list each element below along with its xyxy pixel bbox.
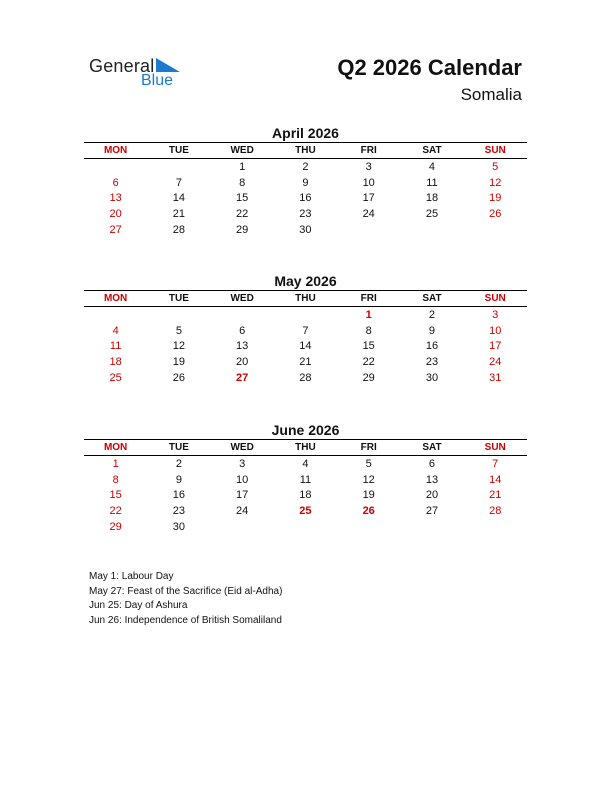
day-cell: 20 [109, 208, 122, 221]
holiday-item: May 27: Feast of the Sacrifice (Eid al-Adha) [89, 585, 283, 597]
day-cell: 23 [299, 208, 312, 221]
day-cell: 7 [175, 176, 182, 189]
day-cell: 30 [299, 224, 312, 237]
weekday-header: TUE [168, 145, 189, 156]
weekday-header: WED [230, 293, 254, 304]
day-cell: 4 [428, 160, 436, 173]
day-cell: 17 [236, 489, 249, 502]
day-cell: 13 [236, 340, 249, 353]
weekday-header: WED [230, 145, 254, 156]
day-cell: 4 [302, 457, 309, 470]
day-cell: 6 [428, 457, 436, 470]
day-cell: 18 [425, 192, 439, 205]
weekday-header: SAT [422, 442, 442, 453]
logo-text-blue: Blue [141, 72, 174, 89]
day-cell: 22 [362, 356, 375, 369]
logo-flag-icon [156, 58, 180, 72]
week-row [84, 339, 527, 355]
weekday-header: SUN [484, 442, 506, 453]
day-cell: 21 [489, 489, 502, 502]
week-row [84, 519, 527, 535]
day-cell: 19 [489, 192, 502, 205]
weekday-header: SAT [422, 293, 442, 304]
day-cell: 11 [299, 473, 312, 486]
day-cell: 27 [425, 505, 439, 518]
weekday-header: THU [295, 145, 316, 156]
day-cell: 16 [299, 192, 312, 205]
day-cell: 18 [299, 489, 312, 502]
day-cell: 5 [492, 160, 499, 173]
day-cell: 20 [425, 489, 439, 502]
weekday-header-row [84, 142, 527, 159]
day-cell: 25 [425, 208, 439, 221]
day-cell: 22 [236, 208, 249, 221]
week-row [84, 222, 527, 238]
day-cell: 15 [236, 192, 249, 205]
weekday-header: SUN [484, 145, 506, 156]
day-cell: 13 [109, 192, 122, 205]
day-cell: 26 [362, 505, 375, 518]
day-cell: 21 [172, 208, 186, 221]
day-cell: 12 [172, 340, 186, 353]
day-cell: 10 [236, 473, 249, 486]
week-row [84, 456, 527, 472]
weekday-header: FRI [360, 145, 377, 156]
day-cell: 19 [362, 489, 375, 502]
day-cell: 17 [489, 340, 502, 353]
day-cell: 21 [299, 356, 312, 369]
week-row [84, 175, 527, 191]
month-title: May 2026 [274, 273, 337, 289]
day-cell: 2 [302, 160, 309, 173]
day-cell: 2 [428, 308, 436, 321]
day-cell: 17 [362, 192, 375, 205]
day-cell: 25 [109, 372, 122, 385]
weekday-header-row [84, 290, 527, 307]
weekday-header: THU [295, 442, 316, 453]
day-cell: 31 [489, 372, 502, 385]
day-cell: 13 [425, 473, 439, 486]
holiday-item: Jun 25: Day of Ashura [89, 600, 188, 611]
day-cell: 26 [172, 372, 186, 385]
day-cell: 24 [489, 356, 502, 369]
day-cell: 18 [109, 356, 122, 369]
day-cell: 27 [109, 224, 122, 237]
day-cell: 12 [489, 176, 502, 189]
day-cell: 11 [109, 340, 122, 353]
day-cell: 14 [172, 192, 186, 205]
holiday-item: Jun 26: Independence of British Somaliland [89, 614, 282, 626]
weekday-header: THU [295, 293, 316, 304]
logo-text-general: General [89, 56, 155, 76]
weekday-header-row [84, 439, 527, 456]
day-cell: 30 [172, 521, 186, 534]
month-title: April 2026 [272, 125, 339, 141]
day-cell: 28 [172, 224, 186, 237]
day-cell: 4 [112, 324, 119, 337]
country-name: Somalia [460, 85, 522, 104]
day-cell: 16 [425, 340, 439, 353]
day-cell: 3 [492, 308, 499, 321]
weekday-header: SAT [422, 145, 442, 156]
day-cell: 12 [362, 473, 375, 486]
day-cell: 9 [175, 473, 182, 486]
day-cell: 19 [172, 356, 186, 369]
day-cell: 24 [362, 208, 375, 221]
day-cell: 1 [365, 308, 372, 321]
day-cell: 14 [299, 340, 312, 353]
weekday-header: WED [230, 442, 254, 453]
day-cell: 3 [365, 160, 372, 173]
day-cell: 1 [112, 457, 119, 470]
day-cell: 9 [428, 324, 436, 337]
holiday-list [89, 570, 282, 628]
day-cell: 26 [489, 208, 502, 221]
day-cell: 9 [302, 176, 309, 189]
week-row [84, 503, 527, 519]
day-cell: 2 [175, 457, 182, 470]
day-cell: 15 [362, 340, 375, 353]
day-cell: 25 [299, 505, 312, 518]
day-cell: 1 [239, 160, 246, 173]
day-cell: 24 [236, 505, 249, 518]
week-row [84, 307, 527, 323]
day-cell: 15 [109, 489, 122, 502]
calendar-title: Q2 2026 Calendar [337, 55, 522, 80]
day-cell: 29 [362, 372, 375, 385]
day-cell: 8 [239, 176, 246, 189]
weekday-header: MON [103, 293, 128, 304]
week-row [84, 472, 527, 488]
day-cell: 29 [109, 521, 122, 534]
month-block-may [84, 272, 527, 386]
day-cell: 14 [489, 473, 502, 486]
day-cell: 30 [425, 372, 439, 385]
weekday-header: MON [103, 145, 128, 156]
week-row [84, 323, 527, 339]
day-cell: 23 [172, 505, 186, 518]
day-cell: 28 [299, 372, 312, 385]
week-row [84, 488, 527, 504]
month-title: June 2026 [271, 422, 340, 438]
day-cell: 20 [236, 356, 249, 369]
day-cell: 27 [236, 372, 249, 385]
day-cell: 22 [109, 505, 122, 518]
day-cell: 6 [112, 176, 119, 189]
weekday-header: FRI [360, 293, 377, 304]
week-row [84, 191, 527, 207]
generalblue-logo [89, 56, 199, 96]
day-cell: 16 [172, 489, 186, 502]
day-cell: 7 [302, 324, 309, 337]
weekday-header: TUE [168, 442, 189, 453]
day-cell: 28 [489, 505, 502, 518]
weekday-header: TUE [168, 293, 189, 304]
week-row [84, 159, 527, 175]
day-cell: 8 [112, 473, 119, 486]
day-cell: 10 [489, 324, 502, 337]
month-block-april [84, 124, 527, 238]
week-row [84, 354, 527, 370]
day-cell: 7 [492, 457, 499, 470]
day-cell: 8 [365, 324, 372, 337]
month-block-june [84, 421, 527, 535]
day-cell: 10 [362, 176, 375, 189]
weekday-header: SUN [484, 293, 506, 304]
holiday-item: May 1: Labour Day [89, 571, 174, 582]
day-cell: 29 [236, 224, 249, 237]
week-row [84, 206, 527, 222]
weekday-header: MON [103, 442, 128, 453]
day-cell: 6 [239, 324, 246, 337]
day-cell: 23 [425, 356, 439, 369]
weekday-header: FRI [360, 442, 377, 453]
day-cell: 5 [175, 324, 182, 337]
day-cell: 11 [426, 176, 438, 189]
day-cell: 5 [365, 457, 372, 470]
day-cell: 3 [239, 457, 246, 470]
week-row [84, 370, 527, 386]
